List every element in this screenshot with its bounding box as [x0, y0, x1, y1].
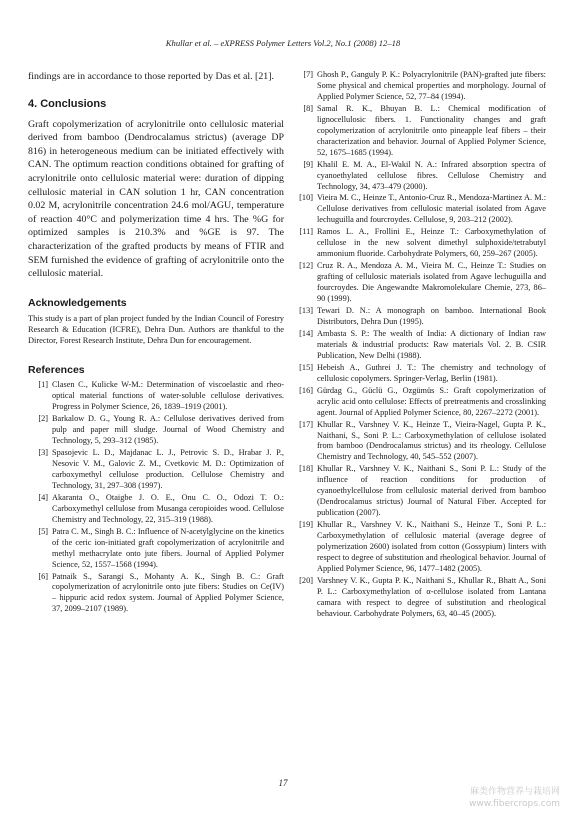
- reference-number: [6]: [38, 571, 48, 581]
- reference-text: Spasojevic L. D., Majdanac L. J., Petrovic S. D., Hrabar J. P., Nesovic V. M., Galovic Z. M., Cvetkovic M. D.: Optimization of carboxymethyl cellulose production. Cellulose Chemistry and Technology, 31, 297–308 (1997).: [52, 448, 284, 490]
- reference-number: [15]: [299, 362, 313, 372]
- reference-item: [293, 520, 546, 575]
- reference-text: Khullar R., Varshney V. K., Naithani S., Heinze T., Soni P. L.: Carboxymethylation of cellulosic material (average degree of polymerization 2600) isolated from cotton (Gossypium) linters with respect to degree of substitution and rheological behavior. Journal of Applied Polymer Science, 96, 1477–1482 (2005).: [317, 520, 546, 573]
- reference-number: [11]: [299, 227, 313, 237]
- references-title: References: [28, 364, 85, 377]
- reference-text: Khullar R., Varshney V. K., Naithani S., Soni P. L.: Study of the influence of reaction conditions for production of cyanoethylcellulose from cellulosic material derived from bamboo (Dendrocalamus strictus) Journal of Natural Fiber. Accepted for publication (2007).: [317, 464, 546, 518]
- reference-number: [18]: [299, 464, 313, 474]
- reference-item: [28, 572, 284, 616]
- reference-text: Ghosh P., Ganguly P. K.: Polyacrylonitrile (PAN)-grafted jute fibers: Some physical and chemical properties and morphology. Journal of Applied Polymer Science, 52, 77–84 (1994).: [317, 70, 546, 101]
- reference-item: [293, 261, 546, 305]
- reference-text: Ambasta S. P.: The wealth of India: A dictionary of Indian raw materials & industrial products: Raw materials Vol. 2. B. CSIR Publication, New Delhi (1988).: [317, 328, 546, 360]
- watermark-line-2: www.fibercrops.com: [469, 799, 560, 809]
- reference-text: Akaranta O., Otaigbe J. O. E., Onu C. O., Odozi T. O.: Carboxymethyl cellulose from Musanga ceropioides wood. Cellulose Chemistry and Technology, 22, 315–319 (1988).: [52, 492, 284, 524]
- right-column: [293, 70, 546, 621]
- reference-text: Patnaik S., Sarangi S., Mohanty A. K., Singh B. C.: Graft copolymerization of acrylonitrile onto jute fibers: Studies on Ce(IV) – hippuric acid redox system. Journal of Applied Polymer Science, 37, 2099–2107 (1989).: [52, 571, 284, 614]
- reference-number: [5]: [38, 526, 48, 536]
- reference-item: [293, 160, 546, 193]
- reference-text: Patra C. M., Singh B. C.: Influence of N-acetylglycine on the kinetics of the ceric ion-initiated graft copolymerization of acrylonitrile and methyl methacrylate onto jute fibers. Journal of Applied Polymer Science, 52, 1557–1568 (1994).: [52, 526, 284, 569]
- reference-item: [28, 448, 284, 492]
- reference-text: Tewari D. N.: A monograph on bamboo. International Book Distributors, Dehra Dun (1995).: [317, 306, 546, 326]
- reference-item: [293, 306, 546, 328]
- references-list-left: [28, 380, 284, 615]
- reference-text: Ramos L. A., Frollini E., Heinze T.: Carboxymethylation of cellulose in the new solvent dimethyl sulphoxide/tetrabutyl ammonium fluoride. Carbohydrate Polymers, 60, 259–267 (2005).: [317, 227, 546, 259]
- reference-item: [293, 420, 546, 464]
- reference-text: Khullar R., Varshney V. K., Heinze T., Vieira-Nagel, Gupta P. K., Naithani, S., Soni P. L.: Carboxymethylation of cellulose isolated from bamboo (Dendrocalamus strictus) and its rheology. Cellulose Chemistry and Technology, 40, 545–552 (2007).: [317, 419, 546, 462]
- reference-item: [293, 464, 546, 519]
- reference-text: Samal R. K., Bhuyan B. L.: Chemical modification of lignocellulosic fibers. 1. Functionality changes and graft copolymerization of acrylonitrile onto pineapple leaf fibers – their characterization and behavior. Journal of Applied Polymer Science, 52, 1675–1685 (1994).: [317, 103, 546, 157]
- reference-text: Varshney V. K., Gupta P. K., Naithani S., Khullar R., Bhatt A., Soni P. L.: Carboxymethylation of α-cellulose isolated from Lantana camara with respect to degree of substitution and rheological behaviour. Carbohydrate Polymers, 63, 40–45 (2005).: [317, 575, 546, 618]
- reference-item: [293, 386, 546, 419]
- reference-number: [7]: [303, 70, 313, 79]
- reference-text: Cruz R. A., Mendoza A. M., Vieira M. C., Heinze T.: Studies on grafting of cellulosic materials isolated from Agave lechuguilla and fourcroydes. Die Angewandte Makromolekulare Chemie, 273, 86–90 (1999).: [317, 261, 546, 304]
- reference-number: [4]: [38, 492, 48, 502]
- reference-number: [10]: [299, 193, 313, 203]
- reference-number: [12]: [299, 261, 313, 271]
- watermark: [440, 786, 560, 810]
- reference-number: [17]: [299, 419, 313, 429]
- reference-number: [19]: [299, 520, 313, 530]
- reference-number: [2]: [38, 414, 48, 424]
- conclusions-title: 4. Conclusions: [28, 97, 107, 110]
- reference-item: [28, 527, 284, 571]
- reference-item: [293, 576, 546, 620]
- reference-number: [14]: [299, 328, 313, 338]
- reference-item: [293, 363, 546, 385]
- reference-item: [293, 70, 546, 103]
- acknowledgements-title: Acknowledgements: [28, 296, 127, 309]
- watermark-line-1: 麻类作物营养与栽培网: [469, 787, 560, 797]
- intro-fragment: findings are in accordance to those reported by Das et al. [21].: [28, 71, 274, 82]
- reference-item: [28, 493, 284, 526]
- reference-number: [16]: [299, 385, 313, 395]
- reference-item: [293, 227, 546, 260]
- reference-item: [293, 193, 546, 226]
- reference-item: [293, 329, 546, 362]
- running-head: Khullar et al. – eXPRESS Polymer Letters Vol.2, No.1 (2008) 12–18: [165, 38, 401, 48]
- page-number: 17: [278, 778, 288, 788]
- reference-text: Clasen C., Kulicke W-M.: Determination of viscoelastic and rheo-optical material functions of water-soluble cellulose derivatives. Progress in Polymer Science, 26, 1839–1919 (2001).: [52, 380, 284, 412]
- reference-number: [13]: [299, 306, 313, 316]
- reference-text: Hebeish A., Guthrei J. T.: The chemistry and technology of cellulosic copolymers. Springer-Verlag, Berlin (1981).: [317, 362, 546, 383]
- reference-item: [293, 104, 546, 159]
- reference-item: [28, 380, 284, 413]
- reference-text: Khalil E. M. A., El-Wakil N. A.: Infrared absorption spectra of cyanoethylated cellulose fibres. Cellulose Chemistry and Technology, 34, 473–479 (2000).: [317, 159, 546, 191]
- reference-number: [8]: [303, 103, 313, 113]
- left-column: [28, 70, 284, 616]
- reference-number: [1]: [38, 380, 48, 390]
- reference-item: [28, 414, 284, 447]
- reference-number: [20]: [299, 575, 313, 585]
- acknowledgements-body: This study is a part of plan project funded by the Indian Council of Forestry Research & Education (ICFRE), Dehra Dun. Authors are thankful to the Director, Forest Research Institute, Dehra Dun for encouragement.: [28, 313, 284, 346]
- conclusions-body: Graft copolymerization of acrylonitrile onto cellulosic material derived from bamboo (Dendrocalamus strictus) (average DP 816) in heterogeneous medium can be initiated effectively with CAN. The optimum reaction conditions obtained for grafting of acrylonitrile onto cellulosic material were: duration of dipping cellulosic material in CAN solution 1 hr, CAN concentration 0.02 M, acrylonitrile concentration 24.6 mol/AGU, temperature of reaction 40°C and polymerization time 4 hrs. The %G for optimized samples is 210.3% and %GE is 97. The characterization of the grafted products by means of FTIR and SEM furnished the evidence of grafting of acrylonitrile onto the cellulosic material.: [28, 118, 284, 280]
- references-list-right: [293, 70, 546, 620]
- reference-text: Vieira M. C., Heinze T., Antonio-Cruz R., Mendoza-Martinez A. M.: Cellulose derivatives from cellulosic material isolated from Agave lechuguilla and fourcroydes. Cellulose, 9, 203–212 (2002).: [317, 193, 546, 225]
- reference-text: Gürdag G., Güclü G., Ozgümüs S.: Graft copolymerization of acrylic acid onto cellulose: Effects of pretreatments and crosslinking agent. Journal of Applied Polymer Science, 80, 2267–2272 (2001).: [317, 385, 546, 417]
- reference-text: Barkalow D. G., Young R. A.: Cellulose derivatives derived from pulp and paper mill sludge. Journal of Wood Chemistry and Technology, 5, 293–312 (1985).: [52, 414, 284, 446]
- reference-number: [3]: [38, 448, 48, 458]
- reference-number: [9]: [303, 159, 313, 169]
